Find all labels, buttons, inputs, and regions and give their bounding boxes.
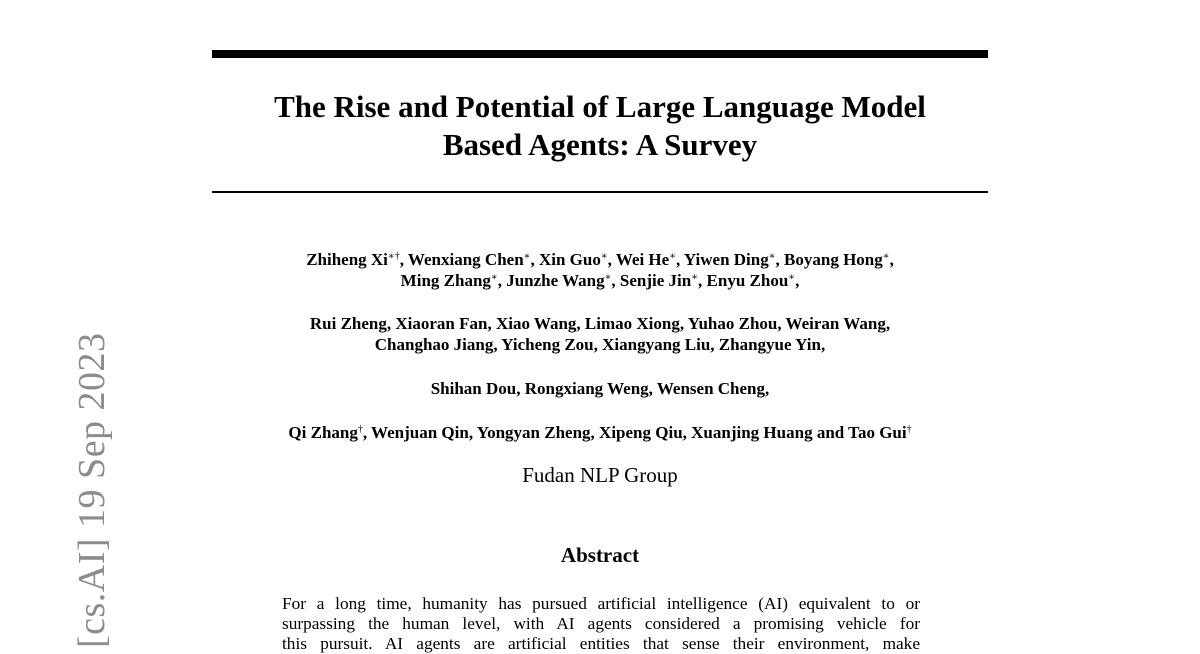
author-separator: , [698,271,707,290]
abstract-line: For a long time, humanity has pursued artificial intelligence (AI) equivalent to or [282,594,920,613]
author-group-4 [200,422,1000,443]
author-line: Shihan Dou, Rongxiang Weng, Wensen Cheng, [430,379,770,398]
abstract-heading: Abstract [560,543,640,567]
author-footnote-mark: ∗ [669,251,676,262]
author-line [212,270,988,291]
author-line: Rui Zheng, Xiaoran Fan, Xiao Wang, Limao Xiong, Yuhao Zhou, Weiran Wang, [309,314,891,333]
affiliation: Fudan NLP Group [522,463,678,487]
author-footnote-mark: ∗ [768,251,776,262]
abstract-line: surpassing the human level, with AI agents considered a promising vehicle for [282,614,920,633]
author-footnote-mark: ∗ [523,251,531,262]
author-footnote-mark: † [357,424,363,435]
author-footnote-mark: ∗ [882,251,890,262]
arxiv-identifier-stamp: [cs.AI] 19 Sep 2023 [71,332,113,648]
author-group-2 [212,313,988,355]
author-name: Qi Zhang [288,423,358,442]
author-name: Wei He [615,250,670,269]
author-footnote-mark: ∗ [604,272,612,283]
abstract-line: this pursuit. AI agents are artificial entities that sense their environment, make [282,634,920,653]
author-name: Wenxiang Chen [407,250,524,269]
author-name: Enyu Zhou [706,271,789,290]
author-separator: , [775,250,785,269]
author-name: Yiwen Ding [683,250,769,269]
author-group-1 [212,249,988,291]
title-bottom-rule [212,191,988,193]
author-name: Xin Guo [538,250,601,269]
title-top-rule [212,50,988,58]
author-name: Junzhe Wang [506,271,605,290]
author-line [212,249,988,270]
author-separator: , [889,250,894,269]
author-name: Boyang Hong [784,250,883,269]
author-name: Senjie Jin [619,271,692,290]
author-separator: , [530,250,539,269]
author-separator: , [607,250,616,269]
author-footnote-mark: ∗ [691,272,699,283]
paper-title [212,88,988,164]
title-line-2: Based Agents: A Survey [442,127,758,162]
author-line: Changhao Jiang, Yicheng Zou, Xiangyang Liu, Zhangyue Yin, [374,335,826,354]
author-separator: , [497,271,507,290]
author-separator: , [611,271,620,290]
author-separator: , [399,250,408,269]
abstract-body [282,594,920,654]
author-separator: , [676,250,684,269]
author-separator: , [795,271,800,290]
author-line [200,422,1000,443]
author-footnote-mark: ∗ [490,272,498,283]
author-names: , Wenjuan Qin, Yongyan Zheng, Xipeng Qiu, Xuanjing Huang and Tao Gui [362,423,907,442]
author-footnote-mark: † [906,424,912,435]
author-footnote-mark: ∗ [600,251,608,262]
author-name: Zhiheng Xi [306,250,388,269]
author-footnote-mark: ∗† [387,251,400,262]
author-name: Ming Zhang [400,271,491,290]
author-group-3 [212,378,988,399]
author-footnote-mark: ∗ [788,272,796,283]
title-line-1: The Rise and Potential of Large Language Model [274,89,926,124]
